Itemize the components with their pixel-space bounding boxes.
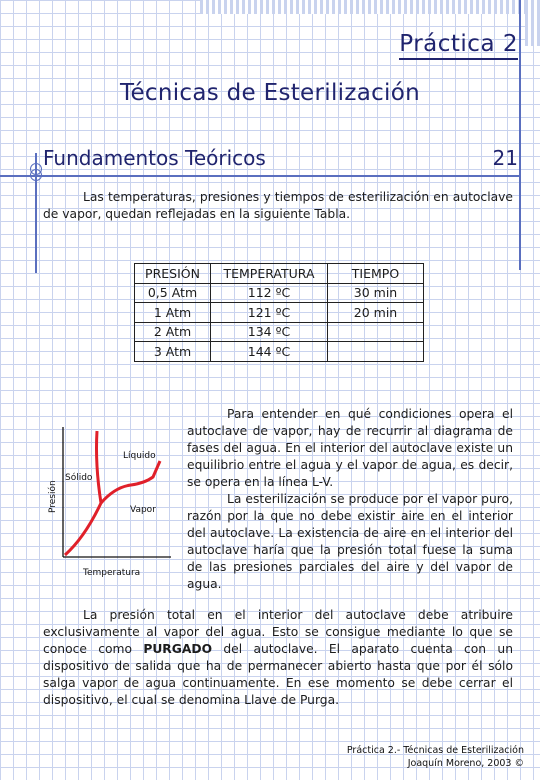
table-cell: 30 min [328, 283, 424, 303]
solid-label: Sólido [65, 473, 93, 483]
phase-text-1: Para entender en qué condiciones opera el autoclave de vapor, hay de recurrir al diagrama de fases del agua. En el interior del autoclave existe un equilibrio entre el agua y el vapor de agua, es decir, se opera en la línea L-V. [187, 407, 513, 489]
subject-title: Técnicas de Esterilización [120, 80, 420, 106]
table-row [135, 342, 424, 362]
solid-vapor-line [65, 503, 101, 555]
vapor-label: Vapor [130, 505, 156, 515]
column-header-pressure: PRESIÓN [135, 264, 211, 284]
phase-text-2: La esterilización se produce por el vapor puro, razón por la que no debe existir aire en el interior del autoclave. La existencia de aire en el interior del autoclave haría que la presión total fuese la suma de las presiones parciales del aire y del vapor de agua. [187, 492, 513, 591]
table-row [135, 303, 424, 323]
table-cell: 134 ºC [211, 322, 328, 342]
table-row [135, 322, 424, 342]
water-phase-diagram [43, 425, 178, 585]
table-cell: 112 ºC [211, 283, 328, 303]
column-header-time: TIEMPO [328, 264, 424, 284]
intro-paragraph [43, 189, 513, 223]
table-cell: 3 Atm [135, 342, 211, 362]
table-row [135, 283, 424, 303]
header-stripe-decoration-right [525, 0, 540, 46]
intro-text: Las temperaturas, presiones y tiempos de esterilización en autoclave de vapor, quedan reflejadas en la siguiente Tabla. [43, 190, 513, 221]
purge-text-after: del autoclave. El aparato cuenta con un dispositivo de salida que ha de permanecer abierto hasta que por él sólo salga vapor de agua continuamente. En ese momento se debe cerrar el dispositivo, el cual se denomina Llave de Purga. [43, 642, 513, 707]
purge-keyword: PURGADO [143, 642, 213, 656]
table-cell: 2 Atm [135, 322, 211, 342]
table-cell [328, 322, 424, 342]
x-axis-label: Temperatura [83, 568, 141, 578]
table-cell: 20 min [328, 303, 424, 323]
liquid-label: Líquido [123, 451, 156, 461]
page-number: 21 [492, 146, 518, 170]
table-cell: 144 ºC [211, 342, 328, 362]
section-divider [0, 175, 520, 177]
page-footer [347, 744, 524, 770]
table-header-row [135, 264, 424, 284]
footer-line-2: Joaquín Moreno, 2003 © [407, 758, 524, 769]
column-header-temperature: TEMPERATURA [211, 264, 328, 284]
header-stripe-decoration [200, 0, 540, 14]
right-margin-line [519, 0, 521, 270]
purge-paragraph [43, 607, 513, 709]
table-cell: 121 ºC [211, 303, 328, 323]
phase-paragraph [187, 406, 513, 593]
section-title: Fundamentos Teóricos [43, 146, 266, 170]
footer-line-1: Práctica 2.- Técnicas de Esterilización [346, 745, 524, 756]
table-cell: 1 Atm [135, 303, 211, 323]
practice-title: Práctica 2 [399, 31, 518, 60]
table-cell [328, 342, 424, 362]
liquid-vapor-line [101, 461, 160, 503]
solid-liquid-line [97, 431, 102, 503]
table-cell: 0,5 Atm [135, 283, 211, 303]
purge-text-before: La presión total en el interior del autoclave debe atribuire exclusivamente al vapor del agua. Esto se consigue mediante lo que se conoce como [43, 608, 513, 656]
sterilization-table [134, 263, 424, 362]
y-axis-label: Presión [48, 480, 58, 513]
